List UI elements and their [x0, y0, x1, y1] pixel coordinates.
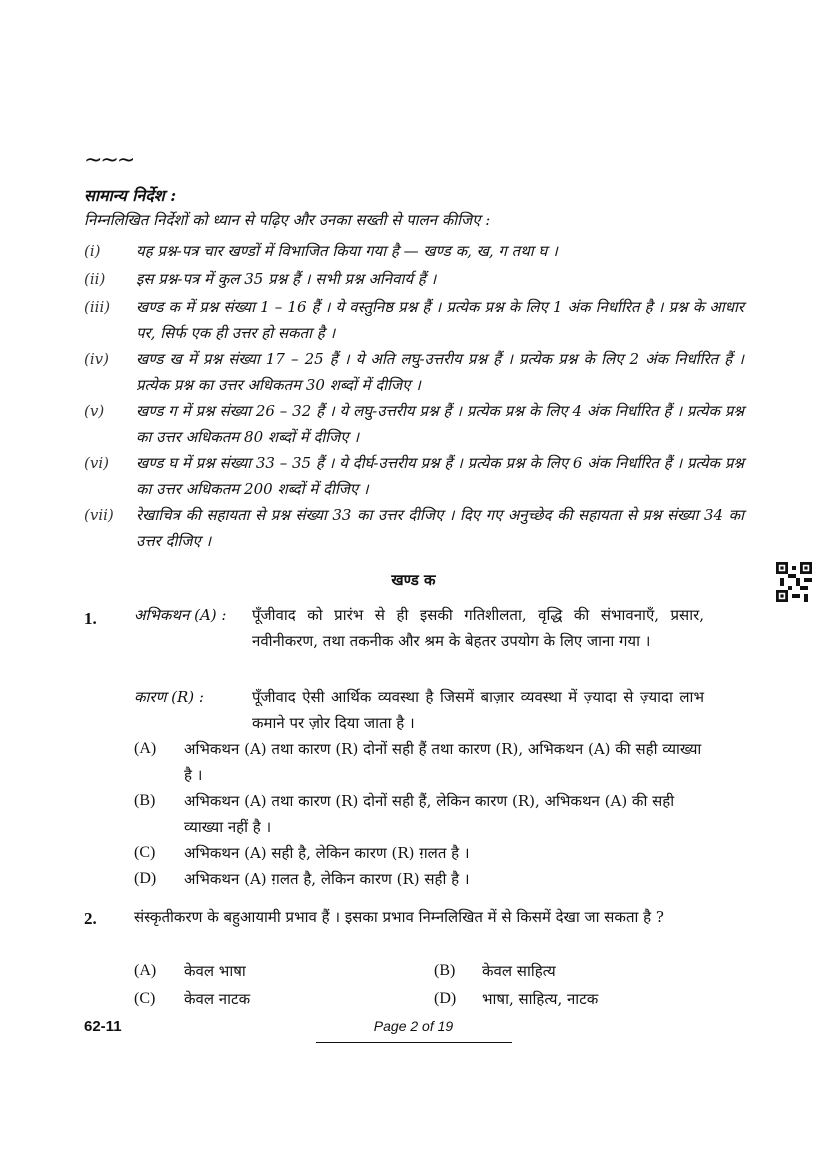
instruction-number: (ii) — [84, 270, 106, 288]
option-text: केवल साहित्य — [482, 962, 556, 980]
option-label: (D) — [134, 870, 157, 887]
option-text: अभिकथन (A) तथा कारण (R) दोनों सही हैं, लेकिन कारण (R), अभिकथन (A) की सही व्याख्या नहीं है । — [184, 792, 675, 836]
assertion-label: अभिकथन (A) : — [134, 606, 227, 624]
reason-text: पूँजीवाद ऐसी आर्थिक व्यवस्था है जिसमें बाज़ार व्यवस्था में ज़्यादा से ज़्यादा लाभ कमाने पर ज़ोर दिया जाता है । — [252, 688, 704, 732]
option-text: अभिकथन (A) तथा कारण (R) दोनों सही हैं तथा कारण (R), अभिकथन (A) की सही व्याख्या है । — [184, 740, 702, 784]
option-text: अभिकथन (A) सही है, लेकिन कारण (R) ग़लत है । — [184, 844, 470, 862]
reason-label: कारण (R) : — [134, 688, 204, 706]
instruction-text: खण्ड घ में प्रश्न संख्या 33 – 35 हैं । ये दीर्घ-उत्तरीय प्रश्न हैं । प्रत्येक प्रश्न के लिए 6 अंक निर्धारित हैं । प्रत्येक प्रश्न का उत्तर अधिकतम 200 शब्दों में दीजिए । — [136, 454, 744, 498]
instruction-number: (i) — [84, 242, 101, 260]
instructions-heading: सामान्य निर्देश : — [84, 186, 177, 205]
option-text: केवल नाटक — [184, 990, 251, 1008]
option-label: (C) — [134, 990, 156, 1007]
instruction-item — [84, 502, 744, 554]
instruction-item — [84, 398, 744, 450]
question-number: 2. — [84, 909, 97, 928]
option-label: (B) — [434, 962, 456, 979]
instruction-number: (vii) — [84, 506, 114, 524]
option-label: (D) — [434, 990, 457, 1007]
instruction-text: खण्ड ग में प्रश्न संख्या 26 – 32 हैं । ये लघु-उत्तरीय प्रश्न हैं । प्रत्येक प्रश्न के लिए 4 अंक निर्धारित हैं । प्रत्येक प्रश्न का उत्तर अधिकतम 80 शब्दों में दीजिए । — [136, 402, 744, 446]
section-title: खण्ड क — [391, 571, 436, 589]
assertion-text: पूँजीवाद को प्रारंभ से ही इसकी गतिशीलता, वृद्धि की संभावनाएँ, प्रसार, नवीनीकरण, तथा तकनीक और श्रम के बेहतर उपयोग के लिए जाना गया । — [252, 606, 704, 650]
instruction-text: यह प्रश्न-पत्र चार खण्डों में विभाजित किया गया है — खण्ड क, ख, ग तथा घ । — [136, 242, 558, 260]
instruction-item — [84, 266, 744, 292]
instruction-text: इस प्रश्न-पत्र में कुल 35 प्रश्न हैं । सभी प्रश्न अनिवार्य हैं । — [136, 270, 437, 288]
instruction-item — [84, 346, 744, 398]
instruction-item — [84, 294, 744, 346]
decorative-tilde: ~~~ — [84, 148, 134, 173]
footer-divider — [316, 1042, 512, 1043]
instruction-text: खण्ड क में प्रश्न संख्या 1 – 16 हैं । ये वस्तुनिष्ठ प्रश्न हैं । प्रत्येक प्रश्न के लिए 1 अंक निर्धारित है । प्रश्न के आधार पर, सिर्फ एक ही उत्तर हो सकता है । — [136, 298, 744, 342]
option-text: केवल भाषा — [184, 962, 246, 980]
option-label: (B) — [134, 792, 156, 809]
page-number: Page 2 of 19 — [373, 1018, 454, 1034]
instruction-item — [84, 238, 744, 264]
option-label: (C) — [134, 844, 156, 861]
instructions-intro: निम्नलिखित निर्देशों को ध्यान से पढ़िए और उनका सख्ती से पालन कीजिए : — [84, 211, 491, 229]
paper-code: 62-11 — [84, 1018, 122, 1035]
option-label: (A) — [134, 740, 157, 757]
instruction-item — [84, 450, 744, 502]
instruction-number: (v) — [84, 402, 105, 420]
question-text: संस्कृतीकरण के बहुआयामी प्रभाव हैं । इसका प्रभाव निम्नलिखित में से किसमें देखा जा सकता है ? — [134, 908, 664, 926]
instruction-number: (vi) — [84, 454, 109, 472]
question-number: 1. — [84, 609, 97, 628]
instruction-number: (iv) — [84, 350, 109, 368]
option-text: भाषा, साहित्य, नाटक — [482, 990, 599, 1008]
instruction-text: खण्ड ख में प्रश्न संख्या 17 – 25 हैं । ये अति लघु-उत्तरीय प्रश्न हैं । प्रत्येक प्रश्न के लिए 2 अंक निर्धारित हैं । प्रत्येक प्रश्न का उत्तर अधिकतम 30 शब्दों में दीजिए । — [136, 350, 744, 394]
instruction-number: (iii) — [84, 298, 111, 316]
instruction-text: रेखाचित्र की सहायता से प्रश्न संख्या 33 का उत्तर दीजिए । दिए गए अनुच्छेद की सहायता से प्रश्न संख्या 34 का उत्तर दीजिए । — [136, 506, 744, 550]
option-text: अभिकथन (A) ग़लत है, लेकिन कारण (R) सही है । — [184, 870, 470, 888]
option-label: (A) — [134, 962, 157, 979]
qr-code — [776, 562, 812, 602]
